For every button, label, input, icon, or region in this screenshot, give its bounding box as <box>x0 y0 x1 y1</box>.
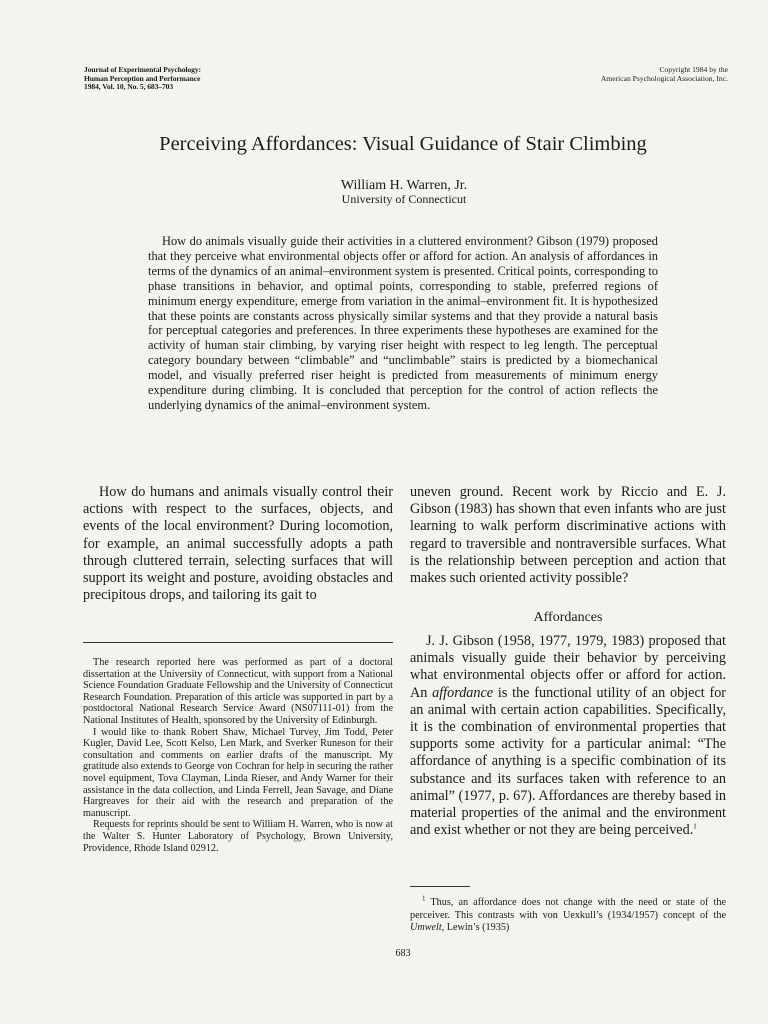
journal-subtitle-line: Human Perception and Performance <box>84 73 201 83</box>
author-affiliation: University of Connecticut <box>341 192 467 206</box>
footnote-text-a: Thus, an affordance does not change with the need or state of the perceiver. This contrasts with von Uexkull’s (1934/1957) concept of the <box>410 897 726 921</box>
paper-title: Perceiving Affordances: Visual Guidance of Stair Climbing <box>159 133 647 155</box>
affordances-paragraph <box>410 633 726 839</box>
publisher-line: American Psychological Association, Inc. <box>600 73 728 83</box>
footnote-text-b: Lewin’s (1935) <box>446 922 510 934</box>
journal-citation <box>84 66 201 92</box>
intro-right-column <box>410 484 726 587</box>
footnote-number: 1 <box>422 894 426 903</box>
author-note-funding: The research reported here was performed as part of a doctoral dissertation at the University of Connecticut, with support from a National Science Foundation Graduate Fellowship and the University of Connecticut Research Foundation. Preparation of this article was supported in part by a postdoctoral National Research Service Award (NS07111-01) from the National Institutes of Health, sponsored by the University of Edinburgh. <box>83 657 393 726</box>
author-note-acknowledgments: I would like to thank Robert Shaw, Michael Turvey, Jim Todd, Peter Kugler, David Lee, Scott Kelso, Len Mark, and Sverker Runeson for their consultation and comments on earlier drafts of the manuscript. My gratitude also extends to George von Cochran for help in securing the rather novel equipment, Tova Clayman, Linda Rieser, and Andy Warner for their assistance in the data collection, and Linda Ferrell, Jean Savage, and Diane Hargreaves for their aid with the research and preparation of the manuscript. <box>83 726 393 819</box>
copyright-notice <box>601 66 728 83</box>
intro-paragraph-right: uneven ground. Recent work by Riccio and E. J. Gibson (1983) has shown that even infants who are just learning to walk perform discriminative actions with regard to traversible and nontraversible surfaces. What is the relationship between perception and action that makes such oriented activity possible? <box>410 484 726 587</box>
affordance-term: affordance <box>432 684 494 701</box>
author-note <box>83 657 393 854</box>
section-heading-affordances: Affordances <box>533 610 603 625</box>
footnote-reference: 1 <box>693 822 697 831</box>
footnote-1 <box>410 894 726 935</box>
journal-name-line: Journal of Experimental Psychology: <box>84 65 201 74</box>
intro-paragraph-left: How do humans and animals visually control their actions with respect to the surfaces, objects, and events of the local environment? During locomotion, for example, an animal successfully adopts a path through cluttered terrain, selecting surfaces that will support its weight and posture, avoiding obstacles and precipitous drops, and tailoring its gait to <box>83 484 393 604</box>
author-name: William H. Warren, Jr. <box>340 178 468 193</box>
affordances-text-a: J. J. Gibson (1958, 1977, 1979, 1983) proposed that animals visually guide their behavior by perceiving what environmental objects offer or afford for action. An <box>410 633 726 701</box>
footnote-divider-left <box>83 642 393 643</box>
page-number: 683 <box>395 948 411 959</box>
affordances-section <box>410 633 726 839</box>
affordances-text-b: is the functional utility of an object for an animal with certain action capabilities. Specifically, it is the combination of environmental properties that supports some activity for a particular animal: “The affordance of anything is a specific combination of its substance and its surfaces taken with reference to an animal” (1977, p. 67). Affordances are thereby based in material properties of the animal and the environment and exist whether or not they are being perceived. <box>410 684 727 839</box>
footnote-divider-right <box>410 886 470 887</box>
umwelt-term: Umwelt, <box>410 922 445 934</box>
author-note-reprints: Requests for reprints should be sent to William H. Warren, who is now at the Walter S. Hunter Laboratory of Psychology, Brown University, Providence, Rhode Island 02912. <box>83 819 393 854</box>
journal-volume-line: 1984, Vol. 10, No. 5, 683–703 <box>84 82 174 92</box>
copyright-line: Copyright 1984 by the <box>659 65 728 74</box>
intro-left-column <box>83 484 393 604</box>
abstract: How do animals visually guide their activities in a cluttered environment? Gibson (1979) proposed that they perceive what environmental objects offer or afford for action. An analysis of affordances in terms of the dynamics of an animal–environment system is presented. Critical points, corresponding to phase transitions in behavior, and optimal points, corresponding to stable, preferred regions of minimum energy expenditure, emerge from variation in the animal–environment fit. It is hypothesized that these points are constants across physically similar systems and that they provide a natural basis for perceptual categories and preferences. In three experiments these hypotheses are examined for the activity of human stair climbing, by varying riser height with respect to leg length. The perceptual category boundary between “climbable” and “unclimbable” stairs is predicted by a biomechanical model, and visually preferred riser height is predicted from measurements of minimum energy expenditure during climbing. It is concluded that perception for the control of action reflects the underlying dynamics of the animal–environment system. <box>148 234 658 412</box>
